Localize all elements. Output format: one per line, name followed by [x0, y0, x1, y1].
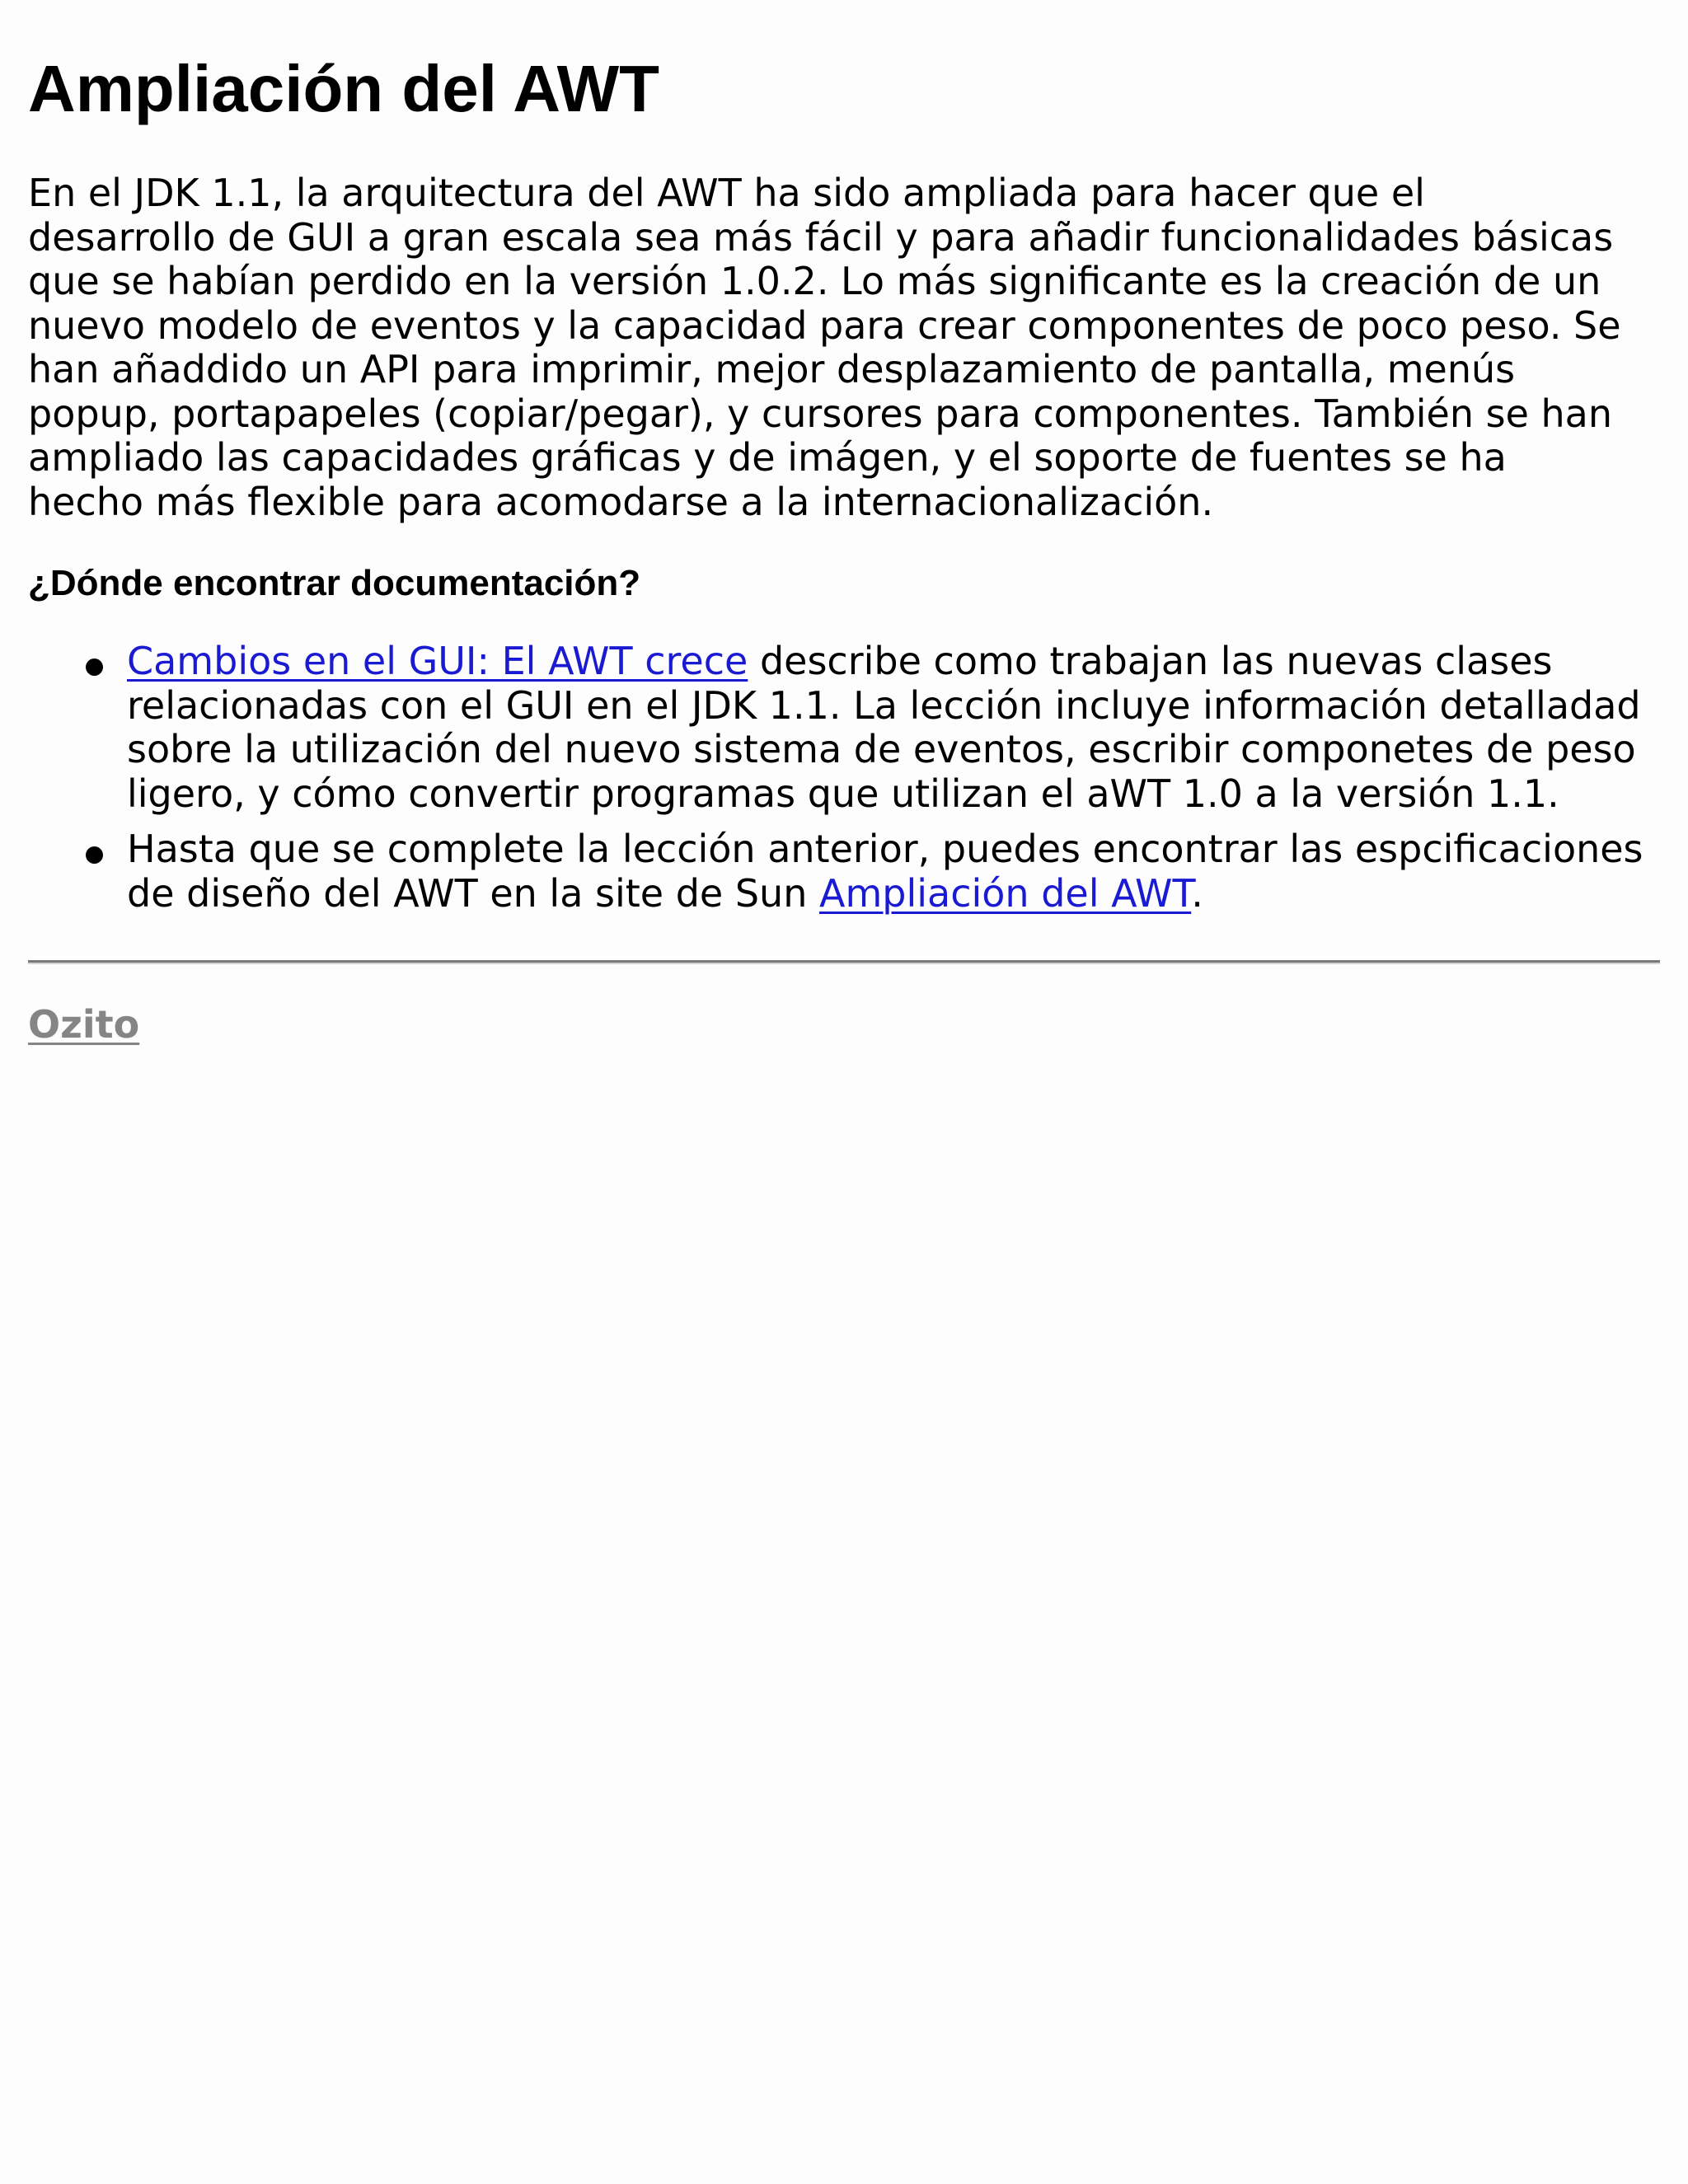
document-page [28, 0, 1660, 1047]
intro-paragraph: En el JDK 1.1, la arquitectura del AWT ha sido ampliada para hacer que el desarrollo de GUI a gran escala sea más fácil y para añadir funcionalidades básicas que se habían perdido en la versión 1.0.2. Lo más significante es la creación de un nuevo modelo de eventos y la capacidad para crear componentes de poco peso. Se han añaddido un API para imprimir, mejor desplazamiento de pantalla, menús popup, portapapeles (copiar/pegar), y cursores para componentes. También se han ampliado las capacidades gráficas y de imágen, y el soporte de fuentes se ha hecho más flexible para acomodarse a la internacionalización. [28, 171, 1621, 524]
horizontal-rule [28, 960, 1660, 964]
list-item [28, 827, 1660, 916]
list-item-text: Hasta que se complete la lección anterior, puedes encontrar las espcificaciones de diseño del AWT en la site de Sun [127, 827, 1643, 916]
section-heading: ¿Dónde encontrar documentación? [28, 563, 641, 603]
bullet-icon [86, 846, 103, 864]
documentation-list [28, 640, 1660, 916]
list-item-punctuation: . [1191, 870, 1203, 916]
bullet-icon [86, 658, 103, 676]
link-ampliacion-awt[interactable]: Ampliación del AWT [818, 870, 1192, 916]
footer-link-ozito[interactable]: Ozito [28, 1002, 140, 1047]
page-title: Ampliación del AWT [28, 52, 659, 125]
link-cambios-gui[interactable]: Cambios en el GUI: El AWT crece [127, 639, 748, 683]
list-item [28, 640, 1660, 816]
list-item-text: describe como trabajan las nuevas clases relacionadas con el GUI en el JDK 1.1. La lección incluye información detalladad sobre la utilización del nuevo sistema de eventos, escribir componetes de peso ligero, y cómo convertir programas que utilizan el aWT 1.0 a la versión 1.1. [127, 639, 1641, 816]
